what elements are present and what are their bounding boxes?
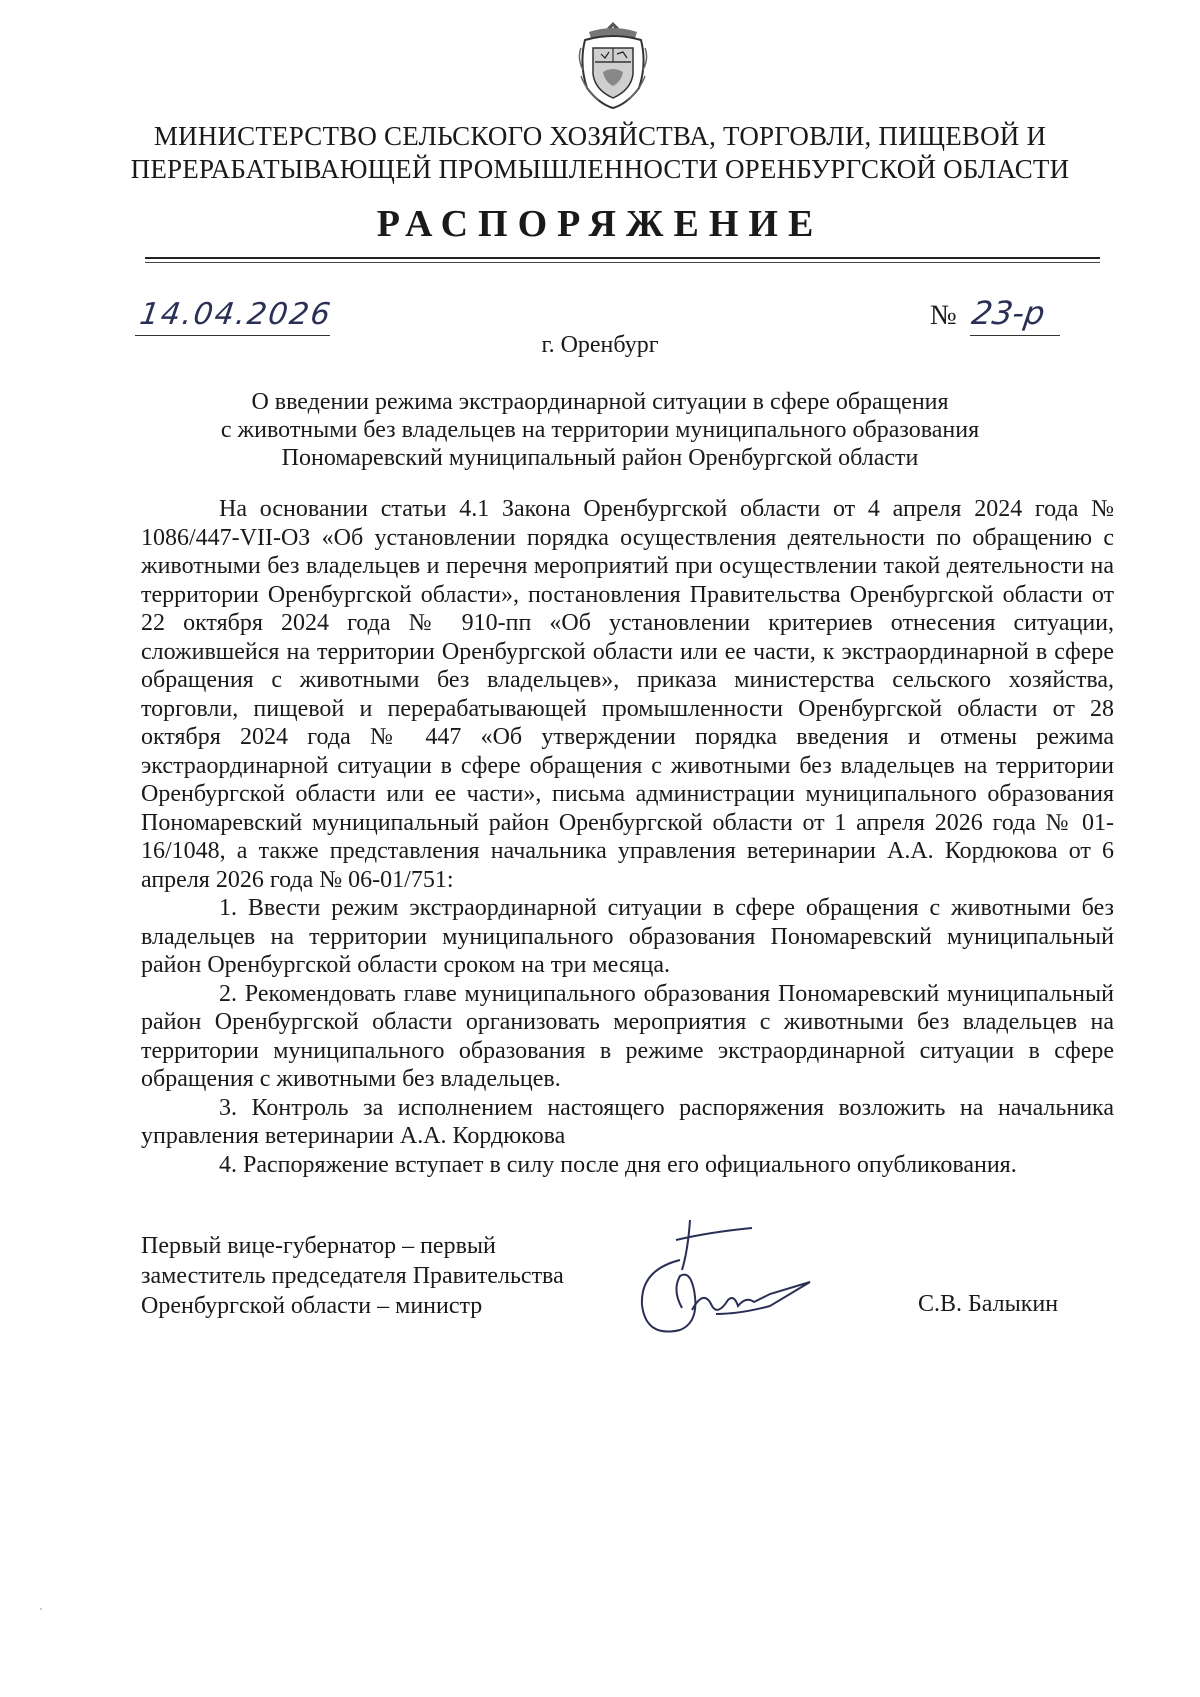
signatory-title <box>141 1231 564 1321</box>
order-item-1: 1. Ввести режим экстраординарной ситуации в сфере обращения с животными без владельцев на территории муниципального образования Пономаревский муниципальный район Оренбургской области сроком на три месяца. <box>141 895 1114 978</box>
signatory-name: С.В. Балыкин <box>918 1291 1059 1317</box>
header-divider-thin <box>145 262 1100 263</box>
document-number <box>930 294 1048 332</box>
order-item-2: 2. Рекомендовать главе муниципального образования Пономаревский муниципальный район Оренбургской области организовать мероприятия с животными без владельцев на территории муниципального образования в режиме экстраординарной ситуации в сфере обращения с животными без владельцев. <box>141 980 1114 1092</box>
subject-line-1: О введении режима экстраординарной ситуации в сфере обращения <box>251 389 949 415</box>
signatory-title-line-3: Оренбургской области – министр <box>141 1293 483 1319</box>
order-item-4: 4. Распоряжение вступает в силу после дня его официального опубликования. <box>219 1151 1017 1178</box>
subject-line-2: с животными без владельцев на территории муниципального образования <box>220 417 980 443</box>
signatory-title-line-2: заместитель председателя Правительства <box>141 1263 564 1289</box>
city: г. Оренбург <box>541 332 659 358</box>
document-type-title: РАСПОРЯЖЕНИЕ <box>376 203 824 245</box>
handwritten-signature <box>620 1210 860 1345</box>
coat-of-arms-emblem <box>575 18 651 110</box>
ministry-name <box>100 120 1100 186</box>
handwritten-number: 23-р <box>969 294 1048 332</box>
number-sign: № <box>930 300 957 331</box>
order-item-3: 3. Контроль за исполнением настоящего распоряжения возложить на начальника управления ветеринарии А.А. Кордюкова <box>141 1094 1114 1149</box>
handwritten-date: 14.04.2026 <box>137 297 335 332</box>
signatory-title-line-1: Первый вице-губернатор – первый <box>141 1233 496 1259</box>
scan-speck <box>40 1608 42 1610</box>
header-divider-thick <box>145 257 1100 259</box>
ministry-line-1: МИНИСТЕРСТВО СЕЛЬСКОГО ХОЗЯЙСТВА, ТОРГОВЛИ, ПИЩЕВОЙ И <box>153 121 1047 151</box>
ministry-line-2: ПЕРЕРАБАТЫВАЮЩЕЙ ПРОМЫШЛЕННОСТИ ОРЕНБУРГСКОЙ ОБЛАСТИ <box>130 154 1070 184</box>
subject-line-3: Пономаревский муниципальный район Оренбургской области <box>281 445 919 471</box>
preamble-paragraph: На основании статьи 4.1 Закона Оренбургской области от 4 апреля 2024 года № 1086/447-VII-ОЗ «Об установлении порядка осуществления деятельности по обращению с животными без владельцев и перечня мероприятий при осуществлении такой деятельности на территории Оренбургской области», постановления Правительства Оренбургской области от 22 октября 2024 года № 910-пп «Об установлении критериев отнесения ситуации, сложившейся на территории Оренбургской области или ее части, к экстраординарной в сфере обращения с животными без владельцев», приказа министерства сельского хозяйства, торговли, пищевой и перерабатывающей промышленности Оренбургской области от 28 октября 2024 года № 447 «Об утверждении порядка введения и отмены режима экстраординарной ситуации в сфере обращения с животными без владельцев на территории Оренбургской области или ее части», письма администрации муниципального образования Пономаревский муниципальный район Оренбургской области от 1 апреля 2026 года № 01-16/1048, а также представления начальника управления ветеринарии А.А. Кордюкова от 6 апреля 2026 года № 06-01/751: <box>141 496 1114 893</box>
document-subject <box>170 388 1030 472</box>
document-body <box>141 495 1114 1179</box>
number-underline <box>970 335 1060 336</box>
date-underline <box>135 335 330 336</box>
